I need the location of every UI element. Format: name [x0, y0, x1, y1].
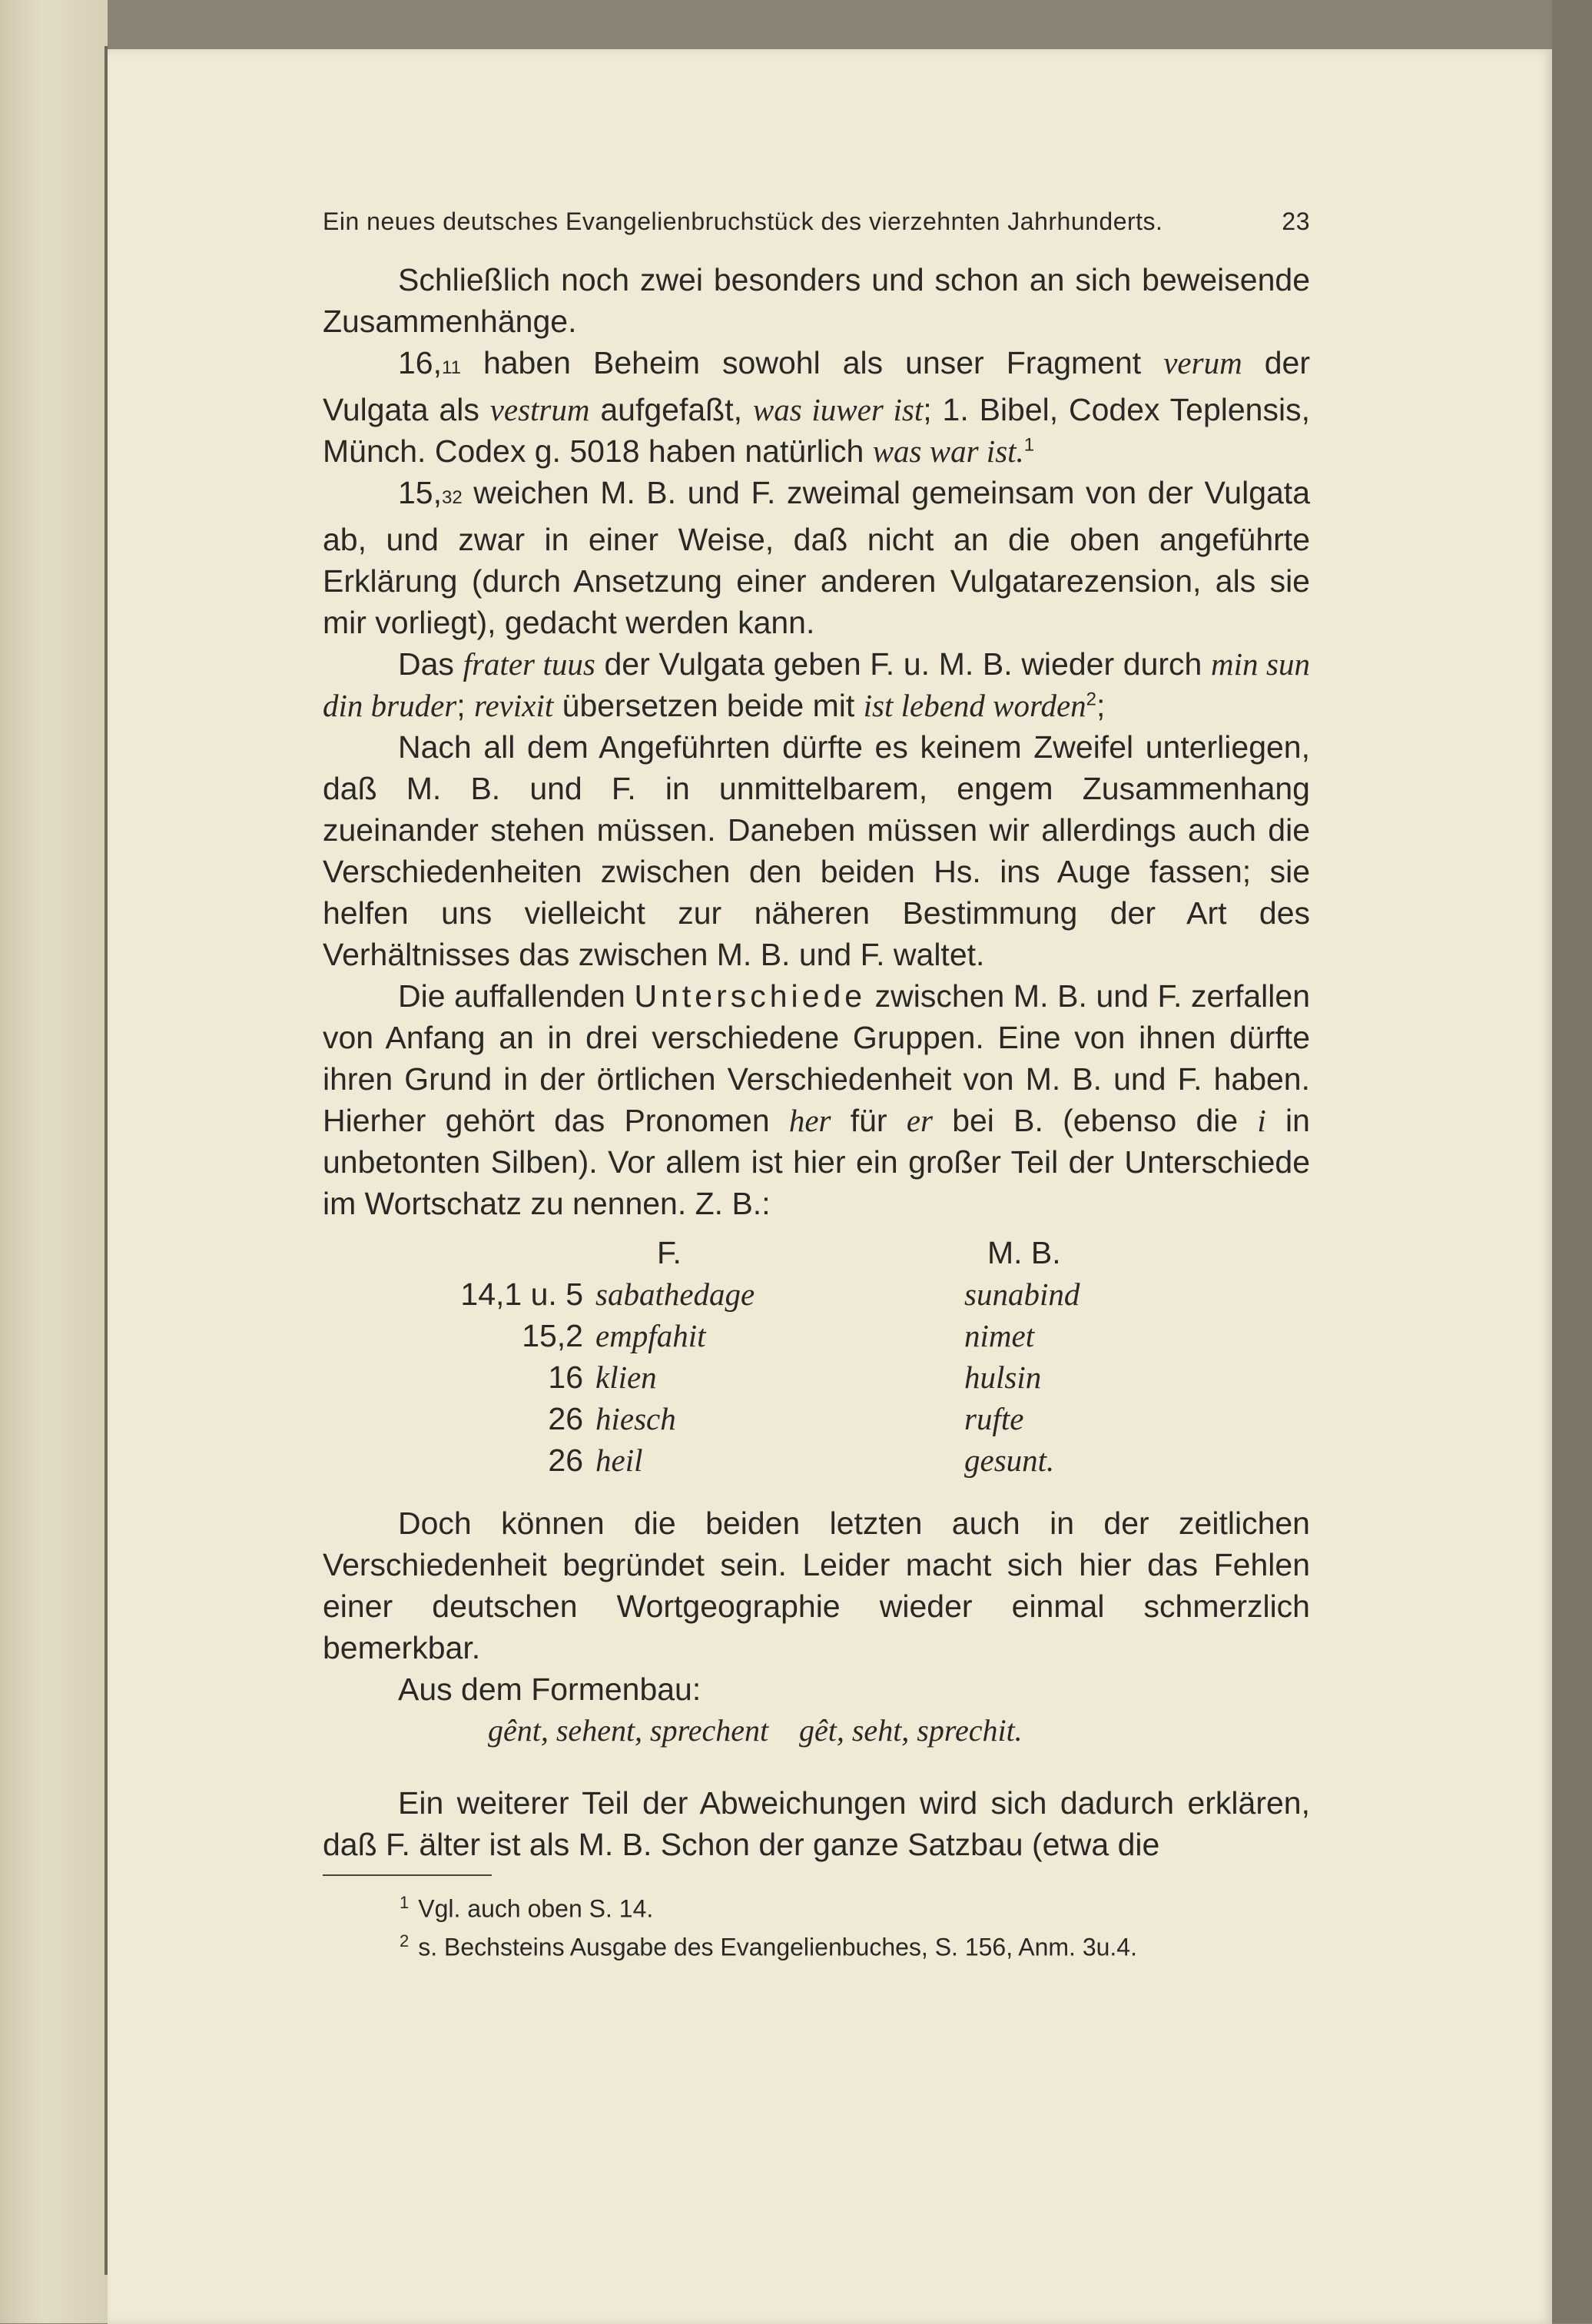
italic-term: verum	[1163, 345, 1242, 380]
footnote-number: 2	[400, 1931, 410, 1950]
paragraph-9: Ein weiterer Teil der Abweichungen wird sich dadurch erklären, daß F. älter ist als M. B. Schon der ganze Satzbau (etwa die	[323, 1785, 1310, 1862]
row-mb: sunabind	[964, 1277, 1080, 1312]
italic-term: her	[788, 1103, 831, 1138]
table-row	[323, 1439, 1310, 1481]
footnote-marker: 1	[1023, 434, 1035, 456]
spaced-term: Unterschiede	[634, 978, 867, 1014]
text-run: haben Beheim sowohl als unser Fragment	[460, 345, 1164, 380]
italic-term: frater tuus	[463, 646, 595, 682]
row-f: heil	[595, 1443, 643, 1478]
italic-term: vestrum	[489, 392, 590, 427]
italic-term: was iuwer ist	[752, 392, 924, 427]
table-header-f: F.	[657, 1235, 682, 1270]
text-run: ;	[456, 688, 475, 723]
table-header	[323, 1232, 1310, 1273]
verse-ref-sub: 32	[442, 487, 463, 508]
row-ref: 15,2	[522, 1318, 583, 1353]
forms-mb: gêt, seht, sprechit.	[799, 1713, 1023, 1748]
text-run: bei B. (ebenso die	[932, 1103, 1258, 1138]
italic-term: was war ist.	[872, 433, 1024, 469]
word-comparison-table	[323, 1232, 1310, 1481]
text-run: der Vulgata geben F. u. M. B. wieder durch	[595, 646, 1211, 682]
row-ref: 16	[548, 1360, 583, 1395]
text-run: ; 1. Bibel, Codex Teplensis, Münch. Codex g. 5018 haben natürlich	[323, 392, 1310, 469]
row-f: klien	[595, 1360, 657, 1395]
verse-ref: 16,	[398, 345, 442, 380]
row-mb: rufte	[964, 1401, 1024, 1436]
header-title: Ein neues deutsches Evangelienbruchstück des vierzehnten Jahrhunderts.	[323, 208, 1163, 235]
verse-ref: 15,	[398, 475, 442, 510]
row-mb: gesunt.	[964, 1443, 1055, 1478]
footnote-number: 1	[400, 1893, 410, 1912]
text-run: Die auffallenden	[398, 978, 635, 1014]
text-run: für	[831, 1103, 907, 1138]
table-header-mb: M. B.	[987, 1235, 1061, 1270]
table-row	[323, 1356, 1310, 1398]
footnote-rule	[323, 1874, 492, 1876]
page-content	[323, 208, 1310, 1963]
row-ref: 26	[548, 1401, 583, 1436]
footnote-text: Vgl. auch oben S. 14.	[418, 1894, 654, 1923]
text-run: ;	[1096, 688, 1106, 723]
paragraph-7: Doch können die beiden letzten auch in der zeitlichen Verschiedenheit begründet sein. Leider macht sich hier das Fehlen einer deutschen Wortgeographie wieder einmal schmerzlich bemerkbar.	[323, 1506, 1310, 1665]
paragraph-1: Schließlich noch zwei besonders und schon an sich beweisende Zusammenhänge.	[323, 262, 1310, 339]
footnote-marker: 2	[1086, 689, 1097, 710]
text-run: aufgefaßt,	[589, 392, 753, 427]
table-row	[323, 1398, 1310, 1439]
verse-ref-sub: 11	[442, 357, 461, 378]
text-run: zwischen M. B. und F. zerfallen von Anfang an in drei verschiedene Gruppen. Eine von ihnen dürfte ihren Grund in der örtlichen Verschiedenheit von M. B. und F. haben. Hierher gehört das Pronomen	[323, 978, 1310, 1138]
table-header-ref	[323, 1232, 595, 1273]
row-ref: 14,1 u. 5	[460, 1277, 583, 1312]
footnote-text: s. Bechsteins Ausgabe des Evangelienbuches, S. 156, Anm. 3u.4.	[418, 1933, 1137, 1961]
left-page-edge	[0, 0, 108, 2323]
italic-term: er	[906, 1103, 933, 1138]
text-run: in unbetonten Silben). Vor allem ist hier ein großer Teil der Unterschiede im Wortschatz zu nennen. Z. B.:	[323, 1103, 1310, 1221]
row-f: hiesch	[595, 1401, 676, 1436]
row-f: sabathedage	[595, 1277, 755, 1312]
footnote-2	[323, 1925, 1310, 1964]
paragraph-2	[323, 342, 1310, 472]
text-run: Das	[398, 646, 463, 682]
italic-term: ist lebend worden	[863, 688, 1086, 723]
paragraph-5: Nach all dem Angeführten dürfte es keinem Zweifel unterliegen, daß M. B. und F. in unmittelbarem, engem Zusammenhang zueinander stehen müssen. Daneben müssen wir allerdings auch die Verschiedenheiten zwischen den beiden Hs. ins Auge fassen; sie helfen uns vielleicht zur näheren Bestimmung der Art des Verhältnisses das zwischen M. B. und F. waltet.	[323, 729, 1310, 972]
text-run: übersetzen beide mit	[553, 688, 864, 723]
forms-f: gênt, sehent, sprechent	[488, 1713, 769, 1748]
italic-term: revixit	[474, 688, 554, 723]
italic-term: i	[1257, 1103, 1266, 1138]
paragraph-8: Aus dem Formenbau:	[398, 1672, 701, 1707]
paragraph-4	[323, 643, 1310, 726]
table-row	[323, 1273, 1310, 1315]
forms-comparison	[323, 1710, 1310, 1751]
right-background	[1552, 0, 1592, 2323]
page-number: 23	[1282, 208, 1310, 235]
paragraph-3	[323, 472, 1310, 643]
table-row	[323, 1315, 1310, 1356]
row-f: empfahit	[595, 1318, 706, 1353]
row-mb: hulsin	[964, 1360, 1042, 1395]
footnote-1	[323, 1887, 1310, 1925]
row-mb: nimet	[964, 1318, 1035, 1353]
text-run: weichen M. B. und F. zweimal gemeinsam von der Vulgata ab, und zwar in einer Weise, daß nicht an die oben angeführte Erklärung (durch Ansetzung einer anderen Vulgatarezension, als sie mir vorliegt), gedacht werden kann.	[323, 475, 1310, 640]
text-run: der Vulgata als	[323, 345, 1310, 427]
paragraph-6	[323, 975, 1310, 1224]
running-header	[323, 208, 1310, 236]
row-ref: 26	[548, 1443, 583, 1478]
italic-term: min sun din bruder	[323, 646, 1310, 723]
